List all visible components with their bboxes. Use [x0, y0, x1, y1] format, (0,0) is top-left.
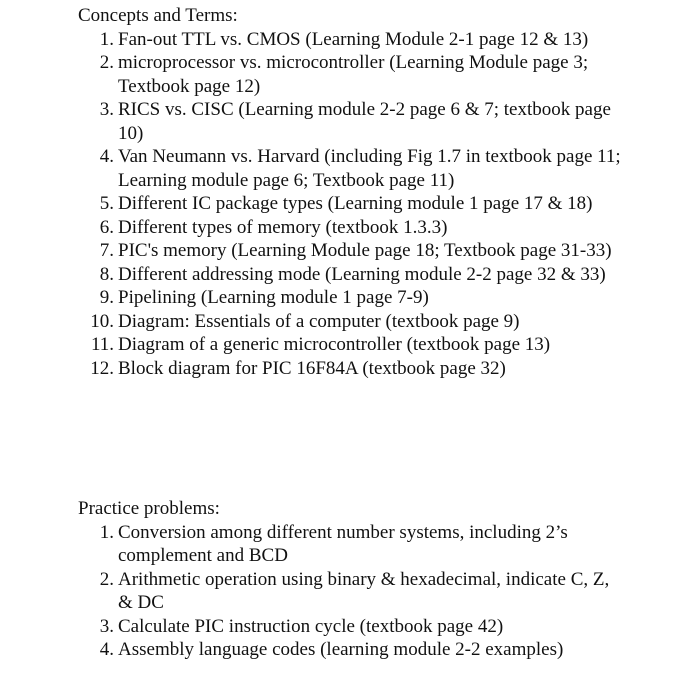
item-text: Assembly language codes (learning module 2-2 examples): [118, 639, 564, 660]
concept-item: [78, 98, 628, 145]
concept-item: [78, 333, 628, 357]
item-text: Block diagram for PIC 16F84A (textbook page 32): [118, 357, 506, 379]
concept-item: [78, 192, 628, 216]
concepts-list: [78, 28, 638, 381]
item-number: 4.: [99, 639, 114, 660]
item-text: Van Neumann vs. Harvard (including Fig 1.7 in textbook page 11; Learning module page 6; Textbook page 11): [118, 146, 621, 191]
item-number: 3.: [99, 615, 114, 637]
concept-item: [78, 310, 628, 334]
item-number: 8.: [99, 263, 114, 285]
concept-item: [78, 28, 628, 52]
concept-item: [78, 239, 628, 263]
concept-item: [78, 145, 628, 192]
item-text: RICS vs. CISC (Learning module 2-2 page 6 & 7; textbook page 10): [118, 99, 611, 144]
item-number: 3.: [99, 99, 114, 120]
item-number: 5.: [99, 193, 114, 214]
concept-item: [78, 263, 628, 287]
item-number: 6.: [99, 216, 114, 238]
item-text: Diagram of a generic microcontroller (textbook page 13): [118, 334, 551, 355]
item-number: 2.: [99, 568, 114, 590]
item-number: 11.: [90, 334, 114, 355]
practice-section: [78, 497, 638, 662]
item-number: 10.: [90, 310, 114, 332]
item-number: 2.: [99, 52, 114, 73]
practice-item: [78, 638, 623, 662]
item-text: Conversion among different number systems, including 2’s complement and BCD: [118, 521, 568, 566]
concepts-heading: Concepts and Terms:: [78, 5, 238, 26]
practice-item: [78, 615, 623, 639]
item-text: Diagram: Essentials of a computer (textbook page 9): [118, 310, 520, 332]
item-text: Calculate PIC instruction cycle (textbook page 42): [118, 615, 504, 637]
concept-item: [78, 216, 628, 240]
item-text: Arithmetic operation using binary & hexadecimal, indicate C, Z, & DC: [118, 568, 610, 613]
item-number: 4.: [99, 146, 114, 167]
practice-heading: Practice problems:: [78, 498, 220, 519]
item-text: Different types of memory (textbook 1.3.3): [118, 216, 448, 238]
practice-item: [78, 521, 623, 568]
concept-item: [78, 357, 628, 381]
concept-item: [78, 286, 628, 310]
item-text: Fan-out TTL vs. CMOS (Learning Module 2-1 page 12 & 13): [118, 28, 589, 50]
concept-item: [78, 51, 628, 98]
item-number: 7.: [99, 240, 114, 261]
concepts-section: [78, 4, 638, 380]
practice-list: [78, 521, 638, 662]
item-text: Different addressing mode (Learning module 2-2 page 32 & 33): [118, 263, 606, 285]
item-number: 12.: [90, 357, 114, 379]
item-number: 1.: [99, 28, 114, 50]
item-text: PIC's memory (Learning Module page 18; Textbook page 31-33): [118, 240, 612, 261]
item-number: 9.: [99, 287, 114, 308]
item-text: Pipelining (Learning module 1 page 7-9): [118, 287, 429, 308]
item-text: microprocessor vs. microcontroller (Learning Module page 3; Textbook page 12): [118, 52, 589, 97]
item-text: Different IC package types (Learning module 1 page 17 & 18): [118, 193, 593, 214]
item-number: 1.: [99, 521, 114, 543]
practice-item: [78, 568, 623, 615]
